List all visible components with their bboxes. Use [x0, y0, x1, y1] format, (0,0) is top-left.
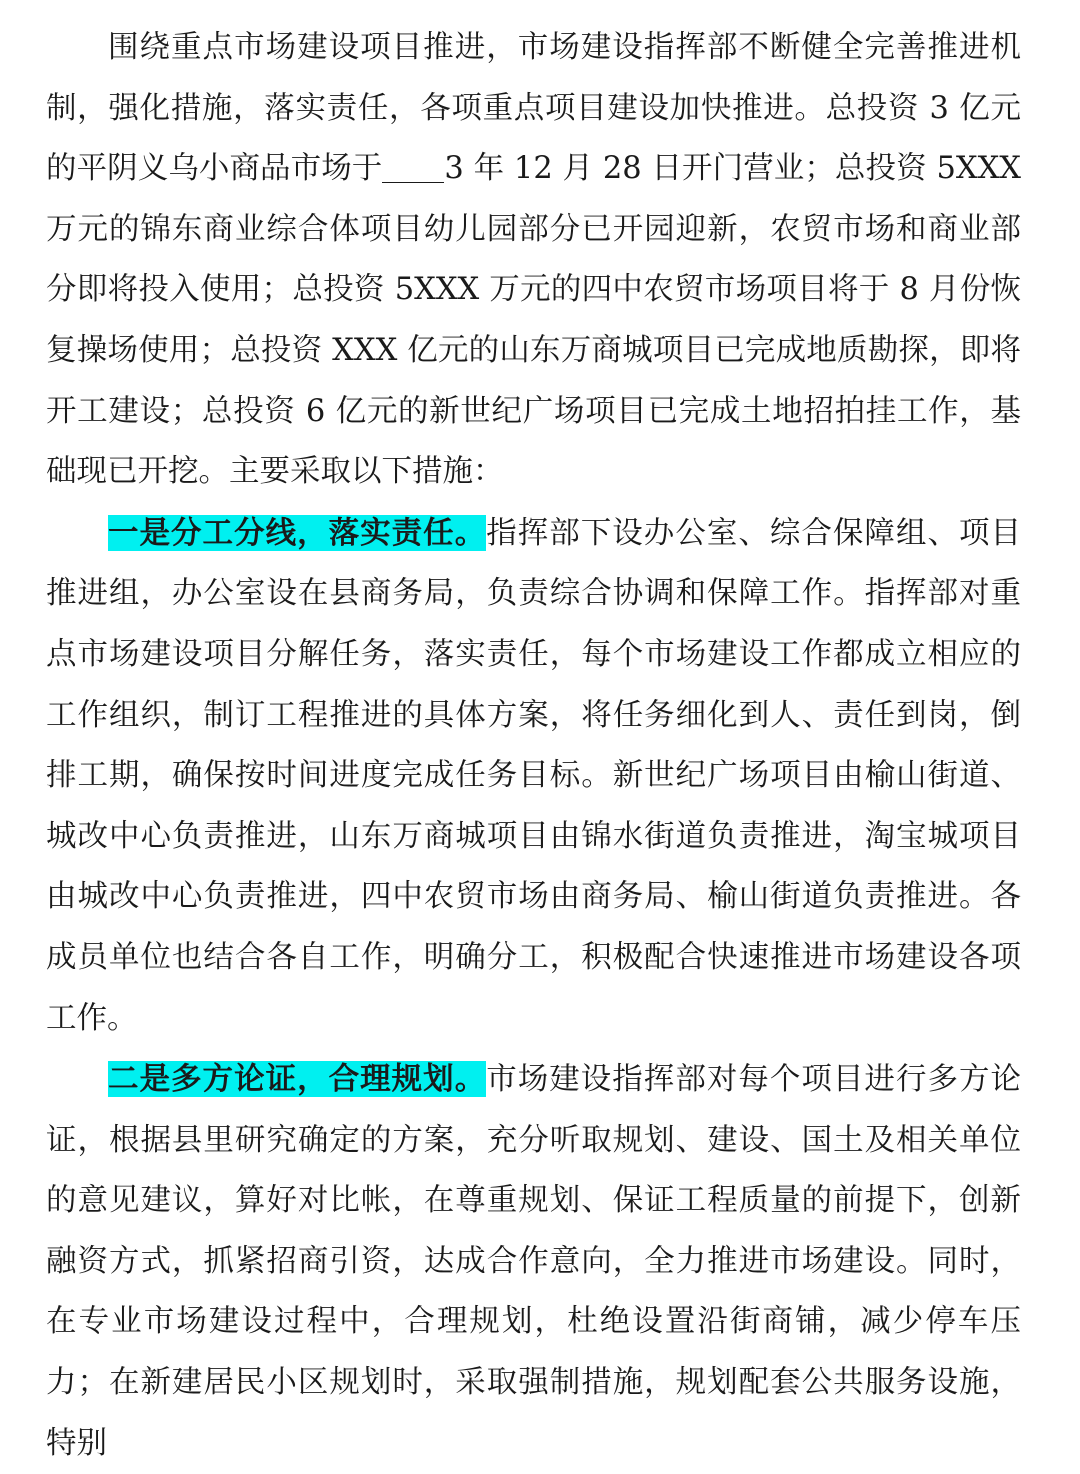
paragraph-text: 围绕重点市场建设项目推进，市场建设指挥部不断健全完善推进机制，强化措施，落实责任，各项重点项目建设加快推进。总投资 3 亿元的平阴义乌小商品市场于 [46, 30, 1021, 187]
document-page [46, 18, 1021, 1474]
paragraph-intro [46, 18, 1021, 503]
paragraph-text: 指挥部下设办公室、综合保障组、项目推进组，办公室设在县商务局，负责综合协调和保障工作。指挥部对重点市场建设项目分解任务，落实责任，每个市场建设工作都成立相应的工作组织，制订工程推进的具体方案，将任务细化到人、责任到岗，倒排工期，确保按时间进度完成任务目标。新世纪广场项目由榆山街道、城改中心负责推进，山东万商城项目由锦水街道负责推进，淘宝城项目由城改中心负责推进，四中农贸市场由商务局、榆山街道负责推进。各成员单位也结合各自工作，明确分工，积极配合快速推进市场建设各项工作。 [46, 515, 1022, 1036]
fill-in-blank [382, 151, 444, 183]
paragraph-measure-2 [46, 1049, 1021, 1474]
paragraph-measure-1 [46, 503, 1021, 1049]
highlighted-heading: 二是多方论证，合理规划。 [108, 1061, 487, 1098]
highlighted-heading: 一是分工分线，落实责任。 [108, 514, 487, 551]
paragraph-text: 3 年 12 月 28 日开门营业；总投资 5XXX 万元的锦东商业综合体项目幼儿园部分已开园迎新，农贸市场和商业部分即将投入使用；总投资 5XXX 万元的四中农贸市场项目将于 8 月份恢复操场使用；总投资 XXX 亿元的山东万商城项目已完成地质勘探，即将开工建设；总投资 6 亿元的新世纪广场项目已完成土地招拍挂工作，基础现已开挖。主要采取以下措施： [46, 151, 1021, 490]
paragraph-text: 市场建设指挥部对每个项目进行多方论证，根据县里研究确定的方案，充分听取规划、建设、国土及相关单位的意见建议，算好对比帐，在尊重规划、保证工程质量的前提下，创新融资方式，抓紧招商引资，达成合作意向，全力推进市场建设。同时，在专业市场建设过程中，合理规划，杜绝设置沿街商铺，减少停车压力；在新建居民小区规划时，采取强制措施，规划配套公共服务设施，特别 [46, 1062, 1022, 1461]
